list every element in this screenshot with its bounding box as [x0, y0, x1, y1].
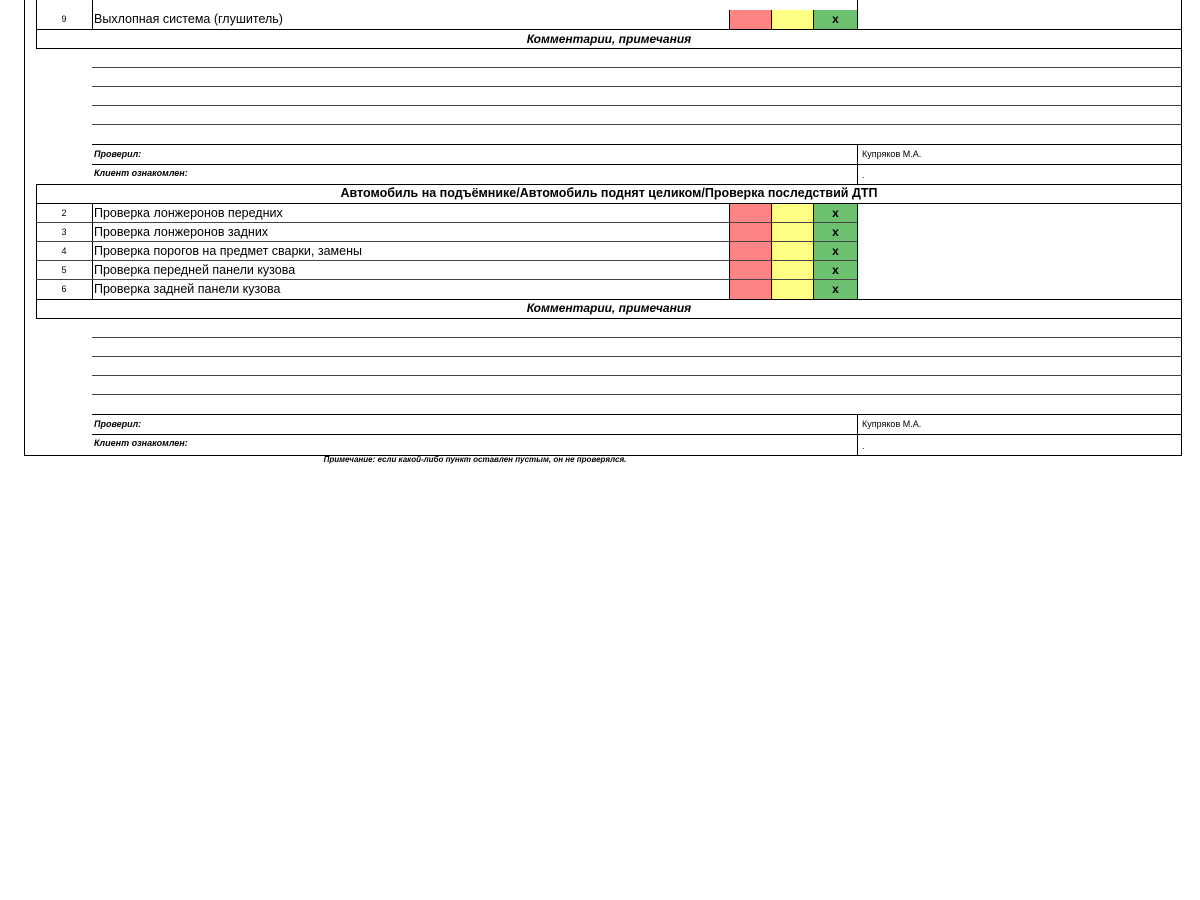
comment-line[interactable] — [92, 356, 1182, 357]
row-divider — [857, 0, 858, 30]
comments-title-border — [36, 318, 1182, 319]
row-number: 9 — [61, 14, 67, 24]
comment-line[interactable] — [92, 86, 1182, 87]
signature-top-border — [92, 414, 1182, 415]
row-label: Проверка лонжеронов передних — [94, 206, 283, 220]
checked-by-label: Проверил: — [94, 419, 142, 429]
status-bad-cell[interactable] — [729, 280, 772, 299]
signature-divider — [857, 414, 858, 456]
status-ok-cell[interactable]: x — [813, 242, 857, 261]
status-bad-cell[interactable] — [729, 223, 772, 242]
signature-row-border — [92, 164, 1182, 165]
status-ok-cell[interactable]: x — [813, 204, 857, 223]
comment-line[interactable] — [92, 105, 1182, 106]
comments-title-border — [36, 48, 1182, 49]
status-warn-cell[interactable] — [771, 280, 814, 299]
row-number: 6 — [61, 284, 67, 294]
outer-left-border — [24, 0, 25, 456]
client-acknowledged-label: Клиент ознакомлен: — [94, 168, 188, 178]
status-ok-cell[interactable]: x — [813, 223, 857, 242]
status-ok-cell[interactable]: x — [813, 280, 857, 299]
comment-line[interactable] — [92, 124, 1182, 125]
status-ok-cell[interactable]: x — [813, 10, 857, 29]
row-number: 4 — [61, 246, 67, 256]
status-ok-cell[interactable]: x — [813, 261, 857, 280]
status-bad-cell[interactable] — [729, 261, 772, 280]
comment-line[interactable] — [92, 337, 1182, 338]
footnote: Примечание: если какой-либо пункт оставлен пустым, он не проверялся. — [323, 455, 627, 464]
row-label: Проверка передней панели кузова — [94, 263, 296, 277]
comment-line[interactable] — [92, 394, 1182, 395]
client-acknowledged-value[interactable]: . — [862, 441, 865, 451]
comments-title: Комментарии, примечания — [526, 32, 692, 46]
status-warn-cell[interactable] — [771, 242, 814, 261]
status-bad-cell[interactable] — [729, 242, 772, 261]
signature-row-border — [92, 434, 1182, 435]
client-acknowledged-value[interactable]: . — [862, 170, 865, 180]
outer-right-border — [1181, 0, 1182, 456]
checked-by-label: Проверил: — [94, 149, 142, 159]
status-warn-cell[interactable] — [771, 223, 814, 242]
row-label: Проверка порогов на предмет сварки, замены — [94, 244, 362, 258]
section-title: Автомобиль на подъёмнике/Автомобиль поднят целиком/Проверка последствий ДТП — [340, 186, 878, 200]
comment-line[interactable] — [92, 375, 1182, 376]
row-divider — [92, 203, 93, 299]
row-label: Проверка задней панели кузова — [94, 282, 281, 296]
row-divider — [857, 203, 858, 299]
row-label: Выхлопная система (глушитель) — [94, 12, 283, 26]
status-warn-cell[interactable] — [771, 10, 814, 29]
status-bad-cell[interactable] — [729, 204, 772, 223]
client-acknowledged-label: Клиент ознакомлен: — [94, 438, 188, 448]
status-warn-cell[interactable] — [771, 261, 814, 280]
status-warn-cell[interactable] — [771, 204, 814, 223]
row-divider — [92, 0, 93, 30]
row-number: 5 — [61, 265, 67, 275]
outer-bottom-border — [24, 455, 94, 456]
comments-title: Комментарии, примечания — [526, 301, 692, 315]
signature-top-border — [92, 144, 1182, 145]
status-bad-cell[interactable] — [729, 10, 772, 29]
row-label: Проверка лонжеронов задних — [94, 225, 269, 239]
checked-by-value[interactable]: Купряков М.А. — [862, 149, 922, 159]
comment-line[interactable] — [92, 67, 1182, 68]
checked-by-value[interactable]: Купряков М.А. — [862, 419, 922, 429]
row-number: 2 — [61, 208, 67, 218]
row-number: 3 — [61, 227, 67, 237]
